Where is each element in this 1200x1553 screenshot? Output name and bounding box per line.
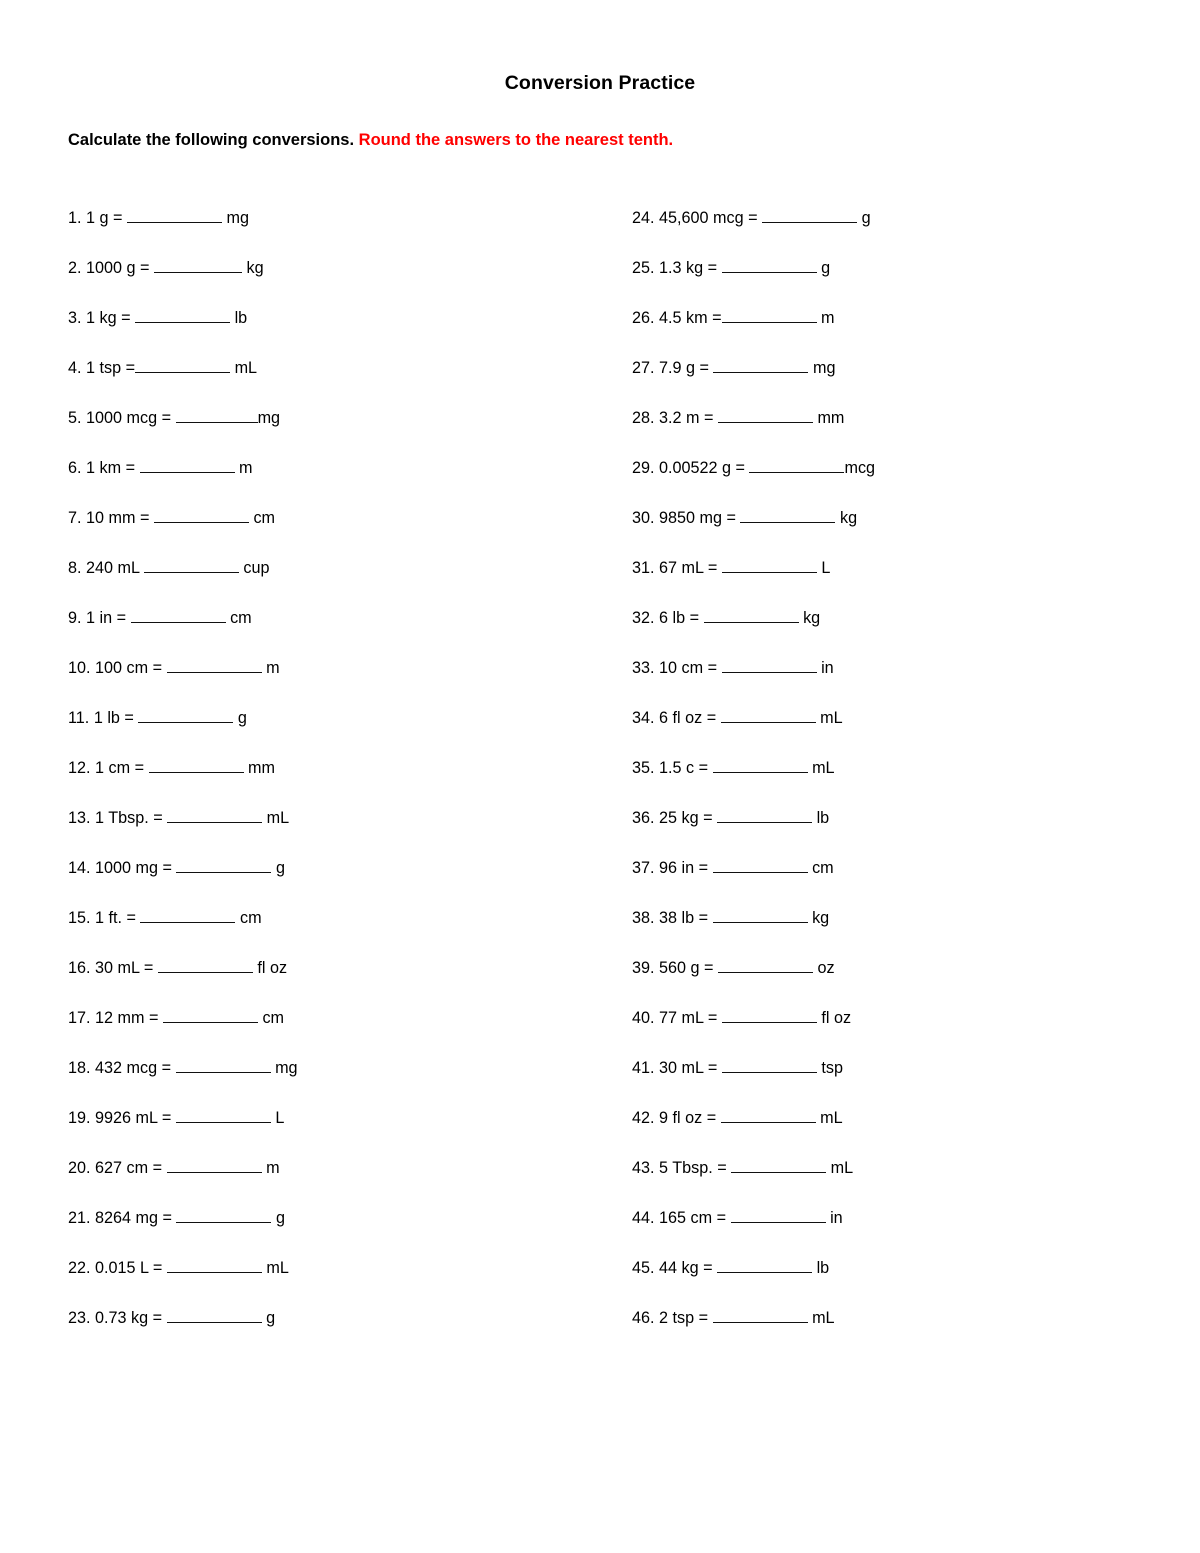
answer-unit: L <box>275 1109 285 1127</box>
question-row <box>68 807 588 857</box>
question-expression: 77 mL = <box>659 1009 718 1027</box>
questions-column-right <box>632 207 1152 1357</box>
answer-blank[interactable] <box>731 1157 826 1173</box>
question-expression: 6 lb = <box>659 609 700 627</box>
question-row <box>68 657 588 707</box>
question-number: 4. <box>68 359 82 377</box>
answer-blank[interactable] <box>140 457 235 473</box>
answer-blank[interactable] <box>718 957 813 973</box>
answer-unit: cup <box>243 559 270 577</box>
answer-blank[interactable] <box>740 507 835 523</box>
question-row <box>68 1307 588 1357</box>
question-row <box>632 557 1152 607</box>
answer-unit: mL <box>812 759 835 777</box>
answer-blank[interactable] <box>713 857 808 873</box>
question-number: 17. <box>68 1009 91 1027</box>
answer-unit: cm <box>253 509 276 527</box>
question-number: 34. <box>632 709 655 727</box>
answer-blank[interactable] <box>154 257 242 273</box>
question-expression: 240 mL <box>86 559 140 577</box>
question-number: 19. <box>68 1109 91 1127</box>
answer-blank[interactable] <box>138 707 233 723</box>
answer-unit: oz <box>817 959 835 977</box>
answer-blank[interactable] <box>731 1207 826 1223</box>
question-expression: 0.015 L = <box>95 1259 163 1277</box>
question-expression: 9850 mg = <box>659 509 736 527</box>
question-number: 36. <box>632 809 655 827</box>
question-expression: 96 in = <box>659 859 709 877</box>
question-expression: 8264 mg = <box>95 1209 172 1227</box>
answer-blank[interactable] <box>721 707 816 723</box>
question-number: 15. <box>68 909 91 927</box>
questions-column-left <box>68 207 588 1357</box>
question-expression: 2 tsp = <box>659 1309 709 1327</box>
question-row <box>632 957 1152 1007</box>
question-row <box>68 507 588 557</box>
question-number: 16. <box>68 959 91 977</box>
answer-blank[interactable] <box>131 607 226 623</box>
answer-blank[interactable] <box>135 307 230 323</box>
question-number: 1. <box>68 209 82 227</box>
answer-blank[interactable] <box>149 757 244 773</box>
answer-unit: g <box>266 1309 276 1327</box>
question-expression: 12 mm = <box>95 1009 159 1027</box>
question-expression: 1 g = <box>86 209 123 227</box>
question-number: 3. <box>68 309 82 327</box>
answer-unit: m <box>239 459 253 477</box>
answer-blank[interactable] <box>721 1107 816 1123</box>
question-row <box>68 957 588 1007</box>
question-row <box>68 857 588 907</box>
answer-unit: cm <box>230 609 252 627</box>
answer-blank[interactable] <box>718 407 813 423</box>
answer-blank[interactable] <box>167 807 262 823</box>
question-number: 6. <box>68 459 82 477</box>
answer-blank[interactable] <box>176 1107 271 1123</box>
question-number: 37. <box>632 859 655 877</box>
answer-unit: mL <box>830 1159 854 1177</box>
question-expression: 7.9 g = <box>659 359 709 377</box>
answer-unit: fl oz <box>821 1009 852 1027</box>
answer-blank[interactable] <box>713 1307 808 1323</box>
question-row <box>68 1157 588 1207</box>
question-number: 21. <box>68 1209 91 1227</box>
question-expression: 10 cm = <box>659 659 718 677</box>
question-number: 18. <box>68 1059 91 1077</box>
question-number: 33. <box>632 659 655 677</box>
answer-unit: mm <box>248 759 276 777</box>
answer-blank[interactable] <box>717 1257 812 1273</box>
question-expression: 30 mL = <box>95 959 154 977</box>
answer-unit: g <box>861 209 871 227</box>
question-number: 25. <box>632 259 655 277</box>
question-number: 43. <box>632 1159 655 1177</box>
answer-blank[interactable] <box>713 757 808 773</box>
question-number: 29. <box>632 459 655 477</box>
answer-blank[interactable] <box>722 1007 817 1023</box>
answer-blank[interactable] <box>176 407 258 423</box>
question-number: 31. <box>632 559 655 577</box>
answer-unit: lb <box>234 309 248 327</box>
answer-unit: mL <box>820 1109 843 1127</box>
answer-unit: mL <box>266 1259 289 1277</box>
question-number: 13. <box>68 809 91 827</box>
question-number: 11. <box>68 709 90 727</box>
answer-blank[interactable] <box>762 207 857 223</box>
answer-unit: lb <box>816 809 830 827</box>
question-expression: 1000 mg = <box>95 859 172 877</box>
answer-unit: cm <box>239 909 262 927</box>
answer-unit: cm <box>812 859 834 877</box>
answer-unit: mm <box>817 409 845 427</box>
question-row <box>632 607 1152 657</box>
answer-blank[interactable] <box>167 657 262 673</box>
question-expression: 560 g = <box>659 959 714 977</box>
answer-blank[interactable] <box>144 557 239 573</box>
question-expression: 165 cm = <box>659 1209 727 1227</box>
answer-blank[interactable] <box>176 1207 271 1223</box>
answer-unit: g <box>275 859 285 877</box>
question-expression: 1.3 kg = <box>659 259 718 277</box>
question-expression: 38 lb = <box>659 909 709 927</box>
answer-unit: mcg <box>844 459 876 477</box>
question-row <box>632 1157 1152 1207</box>
question-row <box>68 307 588 357</box>
answer-unit: kg <box>839 509 858 527</box>
answer-unit: m <box>266 659 280 677</box>
question-expression: 0.00522 g = <box>659 459 745 477</box>
answer-blank[interactable] <box>154 507 249 523</box>
answer-blank[interactable] <box>722 257 817 273</box>
question-expression: 1 in = <box>86 609 127 627</box>
question-number: 20. <box>68 1159 91 1177</box>
question-row <box>632 1007 1152 1057</box>
question-row <box>632 657 1152 707</box>
answer-unit: kg <box>246 259 264 277</box>
question-number: 40. <box>632 1009 655 1027</box>
answer-blank[interactable] <box>163 1007 258 1023</box>
answer-blank[interactable] <box>704 607 799 623</box>
answer-unit: mL <box>234 359 258 377</box>
question-number: 38. <box>632 909 655 927</box>
question-number: 28. <box>632 409 655 427</box>
question-number: 24. <box>632 209 655 227</box>
answer-blank[interactable] <box>176 857 271 873</box>
question-expression: 0.73 kg = <box>95 1309 163 1327</box>
question-expression: 9 fl oz = <box>659 1109 717 1127</box>
question-number: 7. <box>68 509 82 527</box>
question-number: 9. <box>68 609 82 627</box>
instruction-plain-text: Calculate the following conversions. <box>68 131 355 149</box>
question-expression: 45,600 mcg = <box>659 209 758 227</box>
answer-unit: mL <box>820 709 843 727</box>
question-number: 8. <box>68 559 82 577</box>
answer-blank[interactable] <box>167 1307 262 1323</box>
answer-blank[interactable] <box>127 207 222 223</box>
answer-unit: kg <box>803 609 821 627</box>
question-expression: 432 mcg = <box>95 1059 172 1077</box>
question-expression: 1000 mcg = <box>86 409 172 427</box>
question-row <box>632 457 1152 507</box>
answer-unit: mL <box>812 1309 835 1327</box>
answer-unit: in <box>830 1209 843 1227</box>
question-row <box>632 1107 1152 1157</box>
question-row <box>68 207 588 257</box>
question-row <box>632 707 1152 757</box>
question-row <box>68 1257 588 1307</box>
answer-unit: cm <box>262 1009 285 1027</box>
question-expression: 1 Tbsp. = <box>95 809 163 827</box>
question-expression: 1 cm = <box>95 759 145 777</box>
question-row <box>632 257 1152 307</box>
answer-blank[interactable] <box>176 1057 271 1073</box>
answer-blank[interactable] <box>722 557 817 573</box>
question-expression: 1 km = <box>86 459 136 477</box>
question-expression: 10 mm = <box>86 509 150 527</box>
answer-blank[interactable] <box>749 457 844 473</box>
question-number: 41. <box>632 1059 655 1077</box>
answer-unit: fl oz <box>257 959 288 977</box>
question-number: 35. <box>632 759 655 777</box>
question-row <box>68 457 588 507</box>
answer-blank[interactable] <box>722 657 817 673</box>
question-row <box>68 1207 588 1257</box>
question-row <box>632 357 1152 407</box>
question-expression: 1 lb = <box>93 709 134 727</box>
question-row <box>632 857 1152 907</box>
question-number: 45. <box>632 1259 655 1277</box>
question-row <box>68 1057 588 1107</box>
question-number: 14. <box>68 859 91 877</box>
question-row <box>632 1207 1152 1257</box>
answer-unit: mL <box>266 809 290 827</box>
question-row <box>68 757 588 807</box>
question-expression: 30 mL = <box>659 1059 718 1077</box>
answer-unit: lb <box>816 1259 830 1277</box>
question-row <box>632 1057 1152 1107</box>
question-expression: 6 fl oz = <box>659 709 717 727</box>
question-row <box>68 707 588 757</box>
question-number: 44. <box>632 1209 655 1227</box>
answer-blank[interactable] <box>167 1157 262 1173</box>
question-row <box>68 357 588 407</box>
page-title: Conversion Practice <box>504 72 696 94</box>
question-row <box>68 1107 588 1157</box>
question-number: 2. <box>68 259 82 277</box>
answer-unit: mg <box>257 409 281 427</box>
question-row <box>632 757 1152 807</box>
answer-blank[interactable] <box>135 357 230 373</box>
question-expression: 1.5 c = <box>659 759 709 777</box>
answer-blank[interactable] <box>722 1057 817 1073</box>
question-expression: 4.5 km = <box>659 309 722 327</box>
question-row <box>68 1007 588 1057</box>
question-row <box>632 1307 1152 1357</box>
answer-unit: m <box>266 1159 280 1177</box>
answer-unit: kg <box>812 909 830 927</box>
question-number: 27. <box>632 359 655 377</box>
question-expression: 1 ft. = <box>95 909 136 927</box>
answer-blank[interactable] <box>717 807 812 823</box>
question-row <box>632 507 1152 557</box>
question-number: 10. <box>68 659 91 677</box>
answer-unit: g <box>237 709 247 727</box>
answer-blank[interactable] <box>167 1257 262 1273</box>
answer-unit: in <box>821 659 834 677</box>
answer-blank[interactable] <box>713 907 808 923</box>
question-number: 23. <box>68 1309 91 1327</box>
question-expression: 100 cm = <box>95 659 163 677</box>
question-row <box>632 807 1152 857</box>
answer-unit: mg <box>812 359 836 377</box>
instruction-emphasis-text: Round the answers to the nearest tenth. <box>358 131 674 149</box>
answer-unit: m <box>821 309 835 327</box>
question-expression: 3.2 m = <box>659 409 714 427</box>
question-row <box>632 207 1152 257</box>
answer-blank[interactable] <box>722 307 817 323</box>
question-number: 26. <box>632 309 655 327</box>
question-row <box>68 607 588 657</box>
question-number: 30. <box>632 509 655 527</box>
question-row <box>632 407 1152 457</box>
question-row <box>68 257 588 307</box>
question-row <box>632 907 1152 957</box>
question-expression: 67 mL = <box>659 559 718 577</box>
answer-unit: mg <box>275 1059 298 1077</box>
question-expression: 1000 g = <box>86 259 150 277</box>
answer-blank[interactable] <box>140 907 235 923</box>
answer-unit: mg <box>226 209 249 227</box>
question-number: 32. <box>632 609 655 627</box>
answer-unit: g <box>821 259 831 277</box>
question-number: 42. <box>632 1109 655 1127</box>
question-expression: 44 kg = <box>659 1259 713 1277</box>
question-number: 22. <box>68 1259 91 1277</box>
question-number: 12. <box>68 759 91 777</box>
answer-unit: g <box>275 1209 285 1227</box>
question-row <box>68 407 588 457</box>
question-row <box>68 907 588 957</box>
instruction-line <box>68 131 673 150</box>
question-row <box>68 557 588 607</box>
question-expression: 9926 mL = <box>95 1109 172 1127</box>
answer-unit: L <box>821 559 831 577</box>
question-expression: 25 kg = <box>659 809 713 827</box>
answer-blank[interactable] <box>713 357 808 373</box>
question-expression: 1 tsp = <box>86 359 136 377</box>
question-row <box>632 307 1152 357</box>
question-expression: 5 Tbsp. = <box>659 1159 727 1177</box>
question-number: 5. <box>68 409 82 427</box>
question-expression: 1 kg = <box>86 309 131 327</box>
question-number: 46. <box>632 1309 655 1327</box>
answer-unit: tsp <box>821 1059 843 1077</box>
answer-blank[interactable] <box>158 957 253 973</box>
question-number: 39. <box>632 959 655 977</box>
question-expression: 627 cm = <box>95 1159 163 1177</box>
question-row <box>632 1257 1152 1307</box>
